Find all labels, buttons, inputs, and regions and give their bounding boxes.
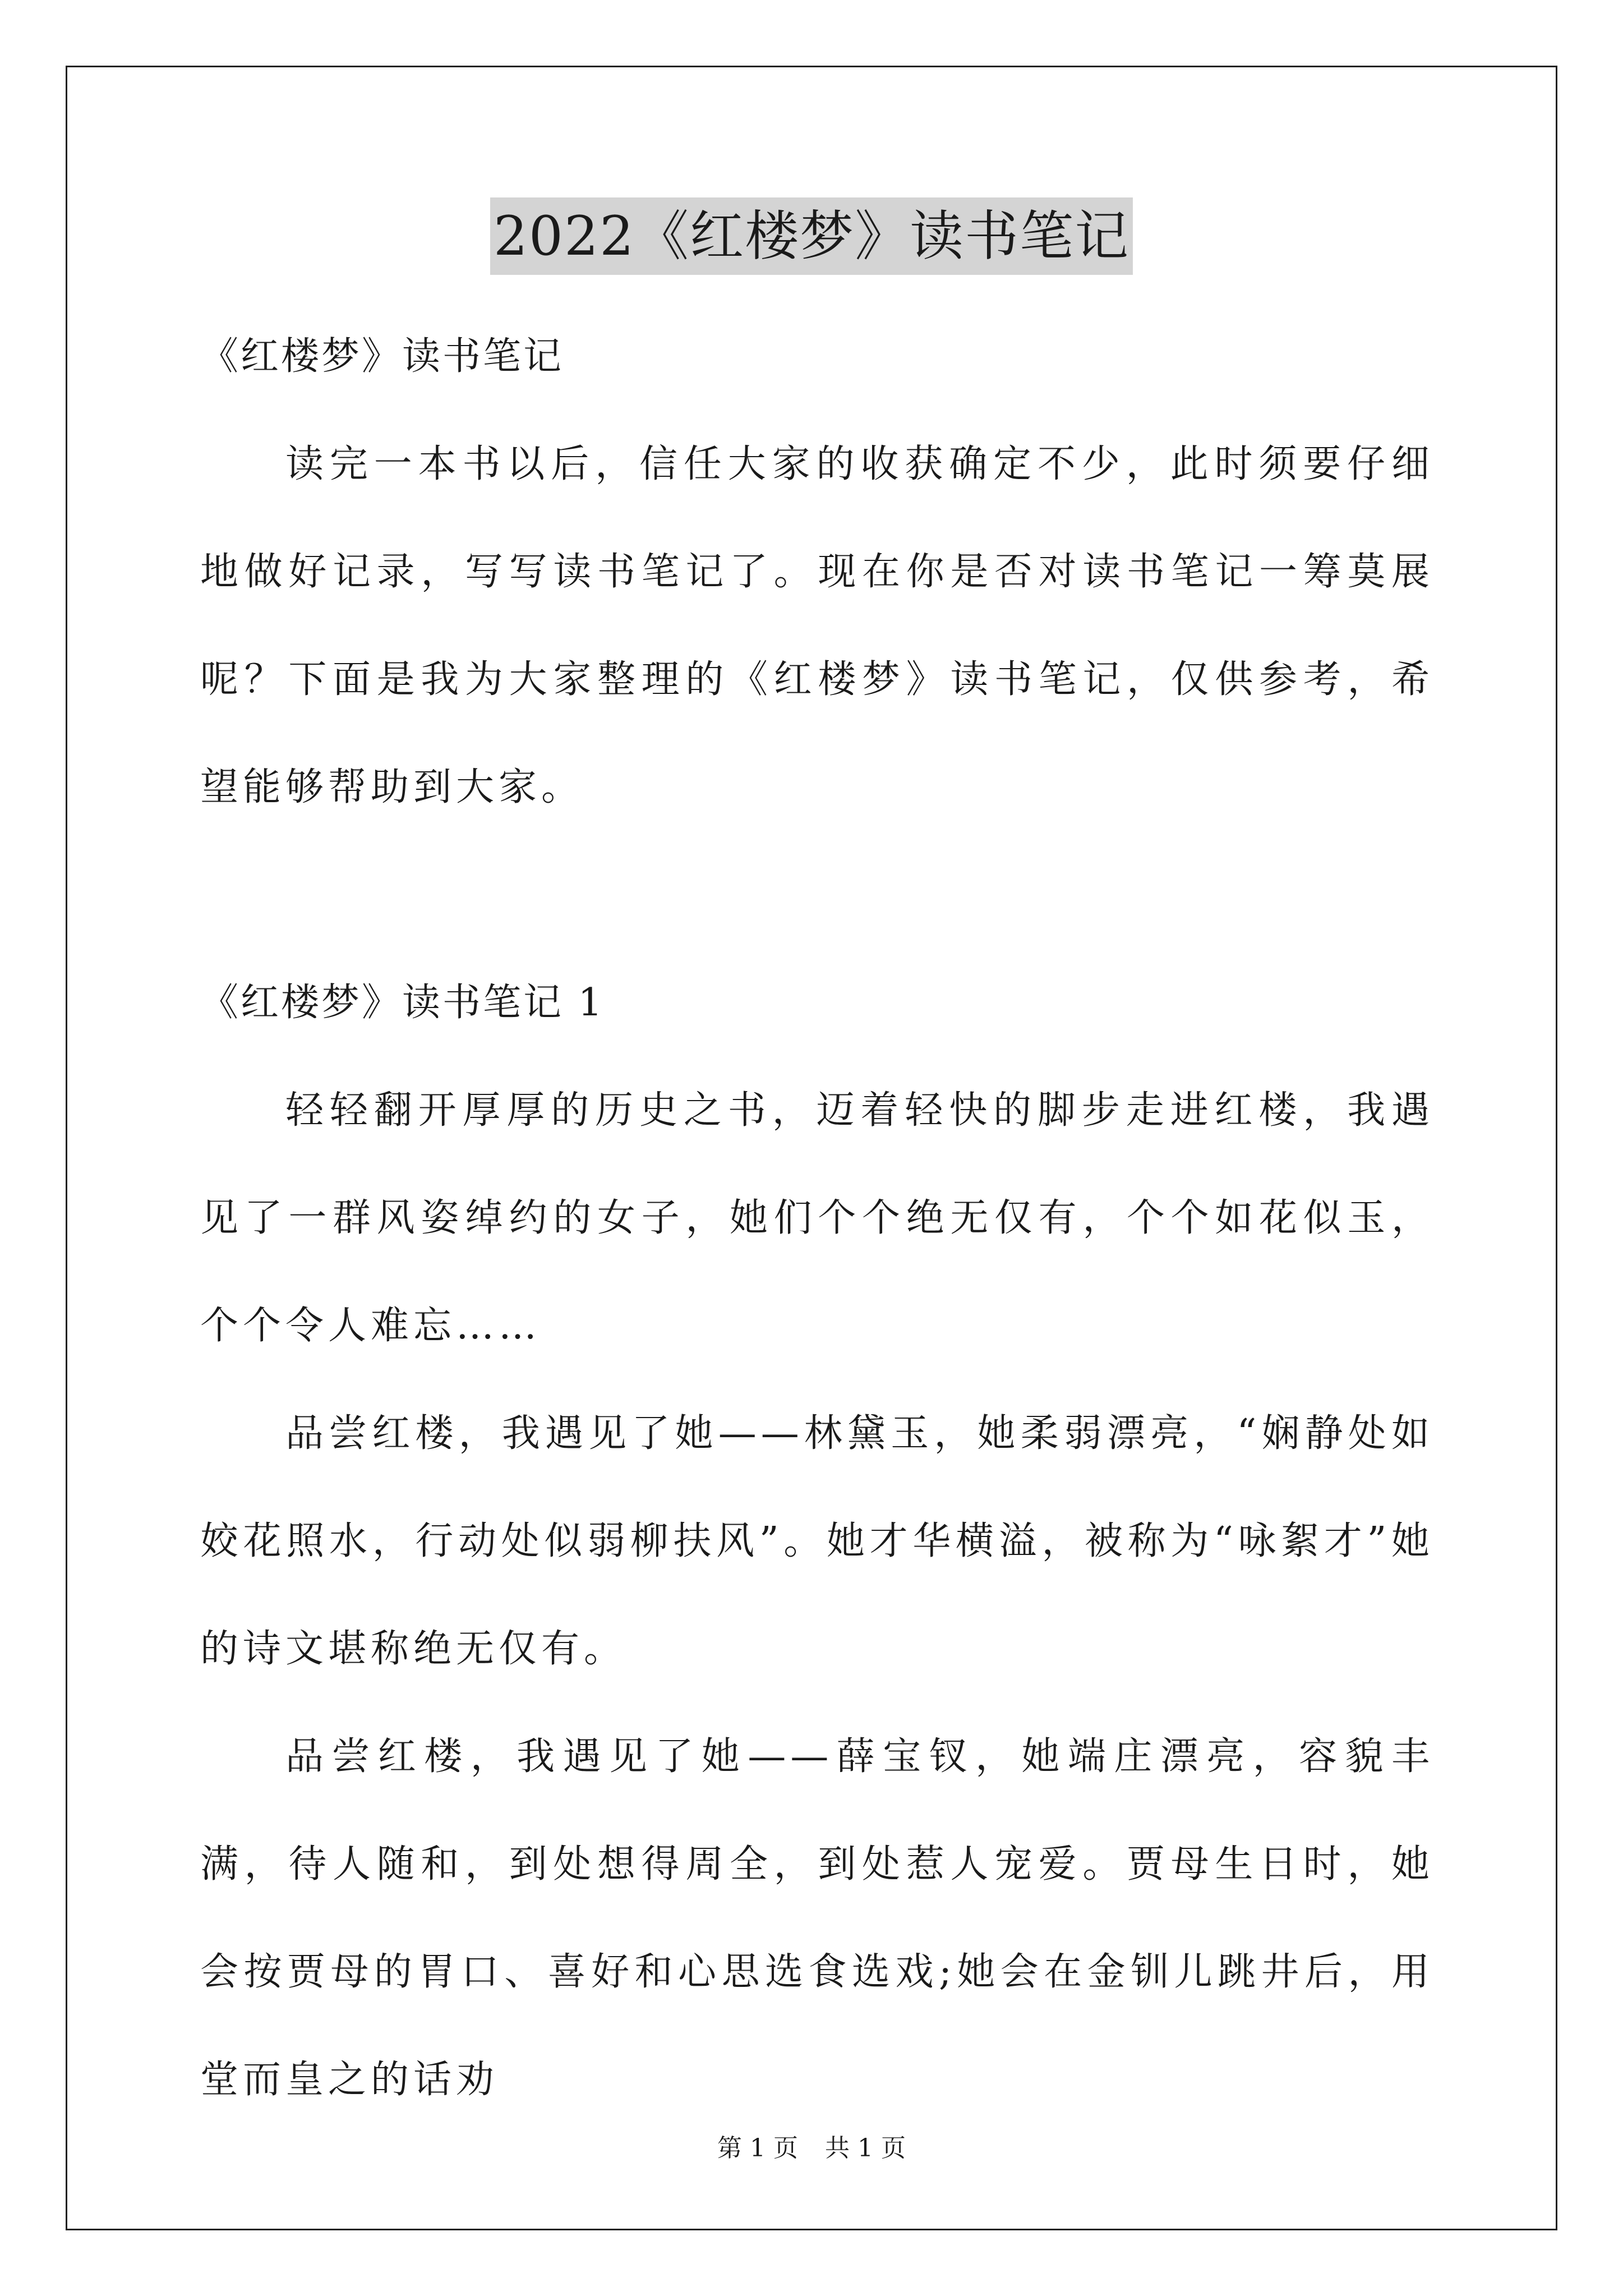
page-footer xyxy=(0,2132,1623,2165)
document-body xyxy=(200,303,1434,2134)
section-gap xyxy=(200,841,1434,949)
body-paragraph: 轻轻翻开厚厚的历史之书，迈着轻快的脚步走进红楼，我遇见了一群风姿绰约的女子，她们个个绝无仅有，个个如花似玉，个个令人难忘…… xyxy=(200,1088,1434,1348)
page-number: 第 1 页 xyxy=(717,2134,798,2162)
section-heading: 《红楼梦》读书笔记 1 xyxy=(200,981,605,1025)
document-title: 2022《红楼梦》读书笔记 xyxy=(490,197,1133,275)
body-paragraph: 品尝红楼，我遇见了她——薛宝钗，她端庄漂亮，容貌丰满，待人随和，到处想得周全，到处惹人宠爱。贾母生日时，她会按贾母的胃口、喜好和心思选食选戏;她会在金钏儿跳井后，用堂而皇之的话劝 xyxy=(200,1734,1434,2102)
intro-paragraph: 读完一本书以后，信任大家的收获确定不少，此时须要仔细地做好记录，写写读书笔记了。现在你是否对读书笔记一筹莫展呢？下面是我为大家整理的《红楼梦》读书笔记，仅供参考，希望能够帮助到大家。 xyxy=(200,442,1434,809)
page-total: 共 1 页 xyxy=(825,2134,906,2162)
subtitle: 《红楼梦》读书笔记 xyxy=(200,334,564,379)
title-container xyxy=(0,197,1623,275)
body-paragraph: 品尝红楼，我遇见了她——林黛玉，她柔弱漂亮，“娴静处如姣花照水，行动处似弱柳扶风”。她才华横溢，被称为“咏絮才”她的诗文堪称绝无仅有。 xyxy=(200,1411,1434,1671)
